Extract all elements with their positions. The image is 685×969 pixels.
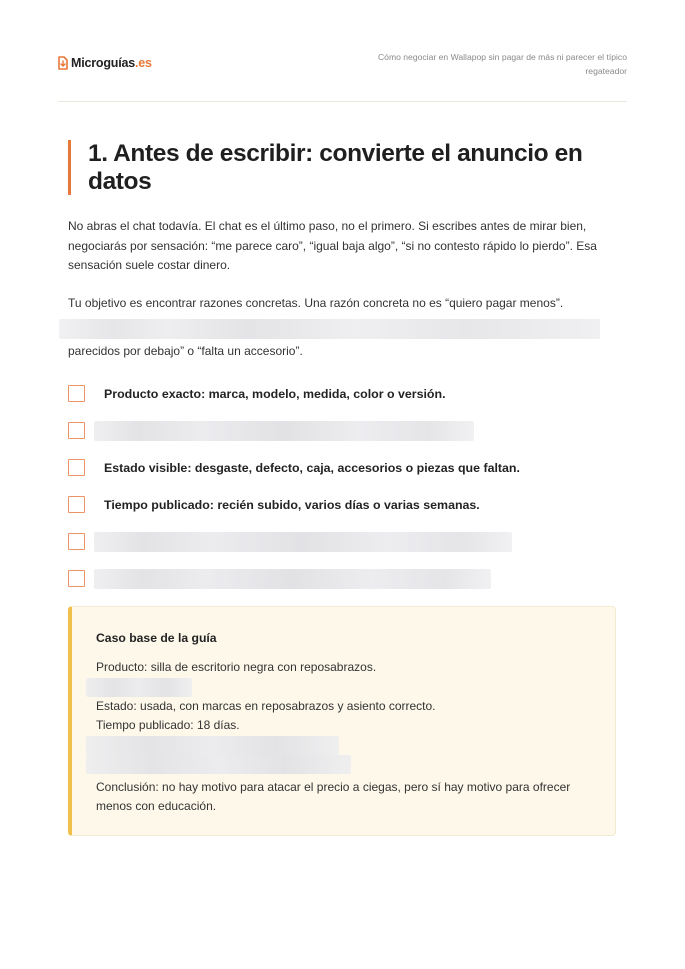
page-header (58, 50, 627, 102)
site-logo[interactable] (58, 56, 152, 70)
content-section (68, 140, 615, 606)
checkbox[interactable] (68, 496, 85, 513)
checklist-item (68, 384, 615, 404)
checklist-label: Tiempo publicado: recién subido, varios días o varias semanas. (104, 497, 480, 512)
callout-state: Estado: usada, con marcas en reposabrazos y asiento correcto. (96, 698, 436, 713)
base-case-callout (68, 606, 616, 836)
checklist-item (68, 495, 615, 515)
redacted-callout-line (86, 736, 339, 755)
checklist-label: Producto exacto: marca, modelo, medida, color o versión. (104, 386, 446, 401)
checklist-item (68, 532, 615, 552)
checkbox[interactable] (68, 385, 85, 402)
checkbox[interactable] (68, 570, 85, 587)
objective-paragraph-end: parecidos por debajo” o “falta un accesorio”. (68, 344, 303, 358)
redacted-callout-line (86, 755, 351, 774)
checklist-item (68, 458, 615, 478)
checklist-item (68, 569, 615, 589)
redacted-checklist-label (94, 421, 474, 441)
document-title: Cómo negociar en Wallapop sin pagar de más ni parecer el típico regateador (377, 52, 627, 76)
redacted-callout-line (86, 678, 192, 697)
objective-paragraph-start: Tu objetivo es encontrar razones concretas. Una razón concreta no es “quiero pagar menos”. (68, 295, 564, 310)
logo-text: Microguías.es (71, 56, 152, 70)
intro-paragraph: No abras el chat todavía. El chat es el último paso, no el primero. Si escribes antes de mirar bien, negociarás por sensación: “me parece caro”, “igual baja algo”, “si no contesto rápido lo pierdo”. Esa sensación suele costar dinero. (68, 219, 597, 272)
callout-conclusion: Conclusión: no hay motivo para atacar el precio a ciegas, pero sí hay motivo para ofrecer menos con educación. (96, 779, 571, 813)
logo-download-icon (58, 56, 68, 70)
checklist (68, 384, 615, 589)
redacted-checklist-label (94, 569, 491, 589)
callout-title: Caso base de la guía (96, 631, 217, 645)
callout-product: Producto: silla de escritorio negra con reposabrazos. (96, 660, 377, 674)
redacted-text-line (59, 319, 600, 339)
checkbox[interactable] (68, 422, 85, 439)
heading-block (68, 140, 615, 195)
checklist-label: Estado visible: desgaste, defecto, caja, accesorios o piezas que faltan. (104, 460, 520, 475)
callout-time: Tiempo publicado: 18 días. (96, 718, 240, 732)
checklist-item (68, 421, 615, 441)
checkbox[interactable] (68, 459, 85, 476)
checkbox[interactable] (68, 533, 85, 550)
redacted-checklist-label (94, 532, 512, 552)
section-heading: 1. Antes de escribir: convierte el anuncio en datos (88, 140, 583, 195)
